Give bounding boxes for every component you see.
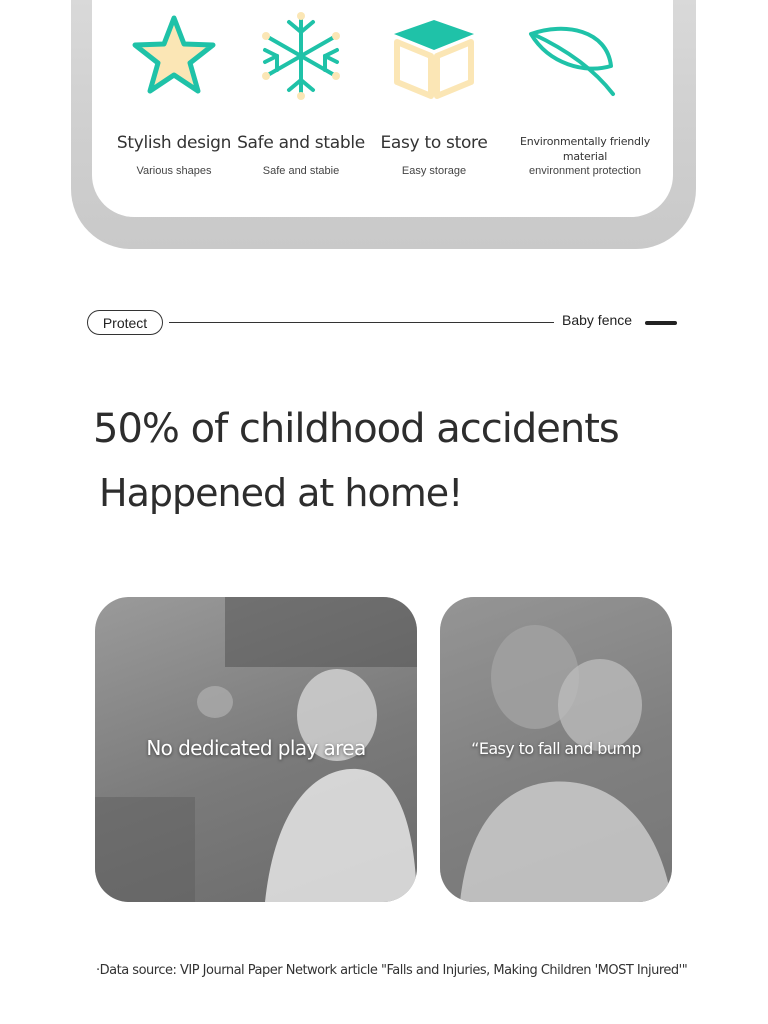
feature-title: Environmentally friendly material: [519, 135, 651, 163]
leaf-icon: [515, 12, 655, 102]
photo-caption: No dedicated play area: [146, 736, 366, 760]
headline-line-2: Happened at home!: [99, 471, 463, 515]
feature-subtitle: Easy storage: [401, 165, 467, 177]
photo-caption: “Easy to fall and bump: [471, 739, 641, 758]
feature-subtitle: environment protection: [529, 165, 641, 177]
photo-baby-sitting: [95, 597, 417, 902]
feature-subtitle: Safe and stabie: [262, 165, 340, 177]
feature-title: Stylish design: [116, 133, 232, 153]
headline-line-1: 50% of childhood accidents: [93, 406, 619, 452]
box-icon: [364, 12, 504, 102]
hexagon-network-icon: [231, 12, 371, 102]
feature-subtitle: Various shapes: [136, 165, 212, 177]
dash-mark: [645, 321, 677, 325]
protect-pill: Protect: [87, 310, 163, 335]
feature-title: Easy to store: [380, 133, 488, 153]
photo-mother-holding-baby: [440, 597, 672, 902]
divider-line: [169, 322, 554, 323]
feature-title: Safe and stable: [237, 133, 365, 153]
section-label: Baby fence: [562, 312, 633, 328]
star-icon: [104, 12, 244, 102]
data-source-footnote: ·Data source: VIP Journal Paper Network article "Falls and Injuries, Making Children 'MOST Injured'": [96, 963, 688, 978]
